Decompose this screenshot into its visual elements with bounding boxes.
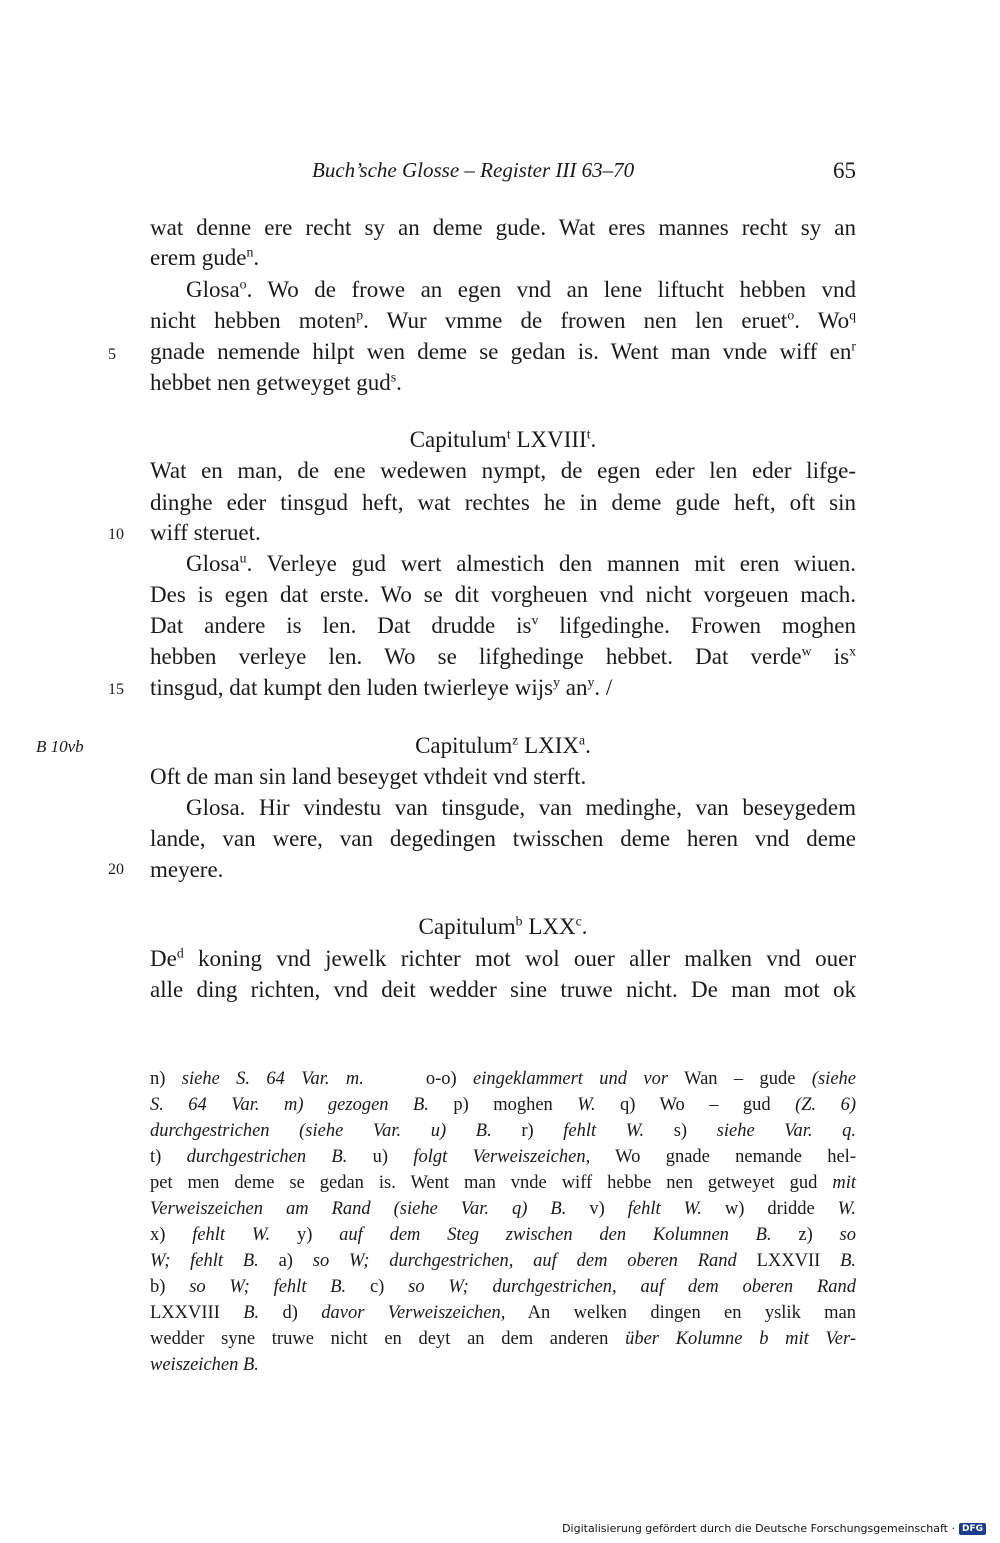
line-number-15: 15: [108, 681, 124, 698]
text-line: Glosa$^o$. Wo de frowe an egen vnd an lene liftucht hebben vnd: [186, 276, 856, 302]
footnote-line: Verweiszeichen am Rand (siehe Var. q) B. v) fehlt W. w) dridde W.: [150, 1199, 856, 1219]
text-line: Des is egen dat erste. Wo se dit vorgheuen vnd nicht vorgeuen mach.: [150, 582, 856, 607]
footnote-line: LXXVIII B. d) davor Verweiszeichen, An welken dingen en yslik man: [150, 1303, 857, 1323]
footnote-line: x) fehlt W. y) auf dem Steg zwischen den Kolumnen B. z) so: [150, 1225, 856, 1245]
running-title: Buch’sche Glosse – Register III 63–70: [312, 158, 635, 182]
footnote-line: pet men deme se gedan is. Went man vnde wiff hebbe nen getweyet gud mit: [150, 1173, 856, 1193]
text-line: Glosa. Hir vindestu van tinsgude, van medinghe, van beseygedem: [186, 795, 856, 820]
footnote-line: b) so W; fehlt B. c) so W; durchgestrichen, auf dem oberen Rand: [150, 1277, 856, 1297]
text-line: hebbet nen getweyget gud$^s$.: [150, 369, 402, 395]
text-line: meyere.: [150, 857, 224, 882]
text-line: dinghe eder tinsgud heft, wat rechtes he in deme gude heft, oft sin: [150, 490, 856, 515]
text-line: Dat andere is len. Dat drudde $is^v$ lifgedinghe. Frowen moghen: [150, 612, 856, 638]
line-number-20: 20: [108, 861, 124, 878]
text-line: Oft de man sin land beseyget vthdeit vnd sterft.: [150, 764, 587, 789]
digitization-credit-text: Digitalisierung gefördert durch die Deutsche Forschungsgemeinschaft ·: [562, 1522, 955, 1535]
footnote-line: S. 64 Var. m) gezogen B. p) moghen W. q) Wo – gud (Z. 6): [150, 1095, 856, 1115]
text-line: alle ding richten, vnd deit wedder sine truwe nicht. De man mot ok: [150, 977, 856, 1002]
footnote-line: durchgestrichen (siehe Var. u) B. r) fehlt W. s) siehe Var. q.: [150, 1121, 857, 1141]
page-number: 65: [833, 158, 856, 183]
chapter-heading: Capitulum$^t$ LXVIII$^t$.: [409, 426, 597, 452]
footnote-line: n) siehe S. 64 Var. m. o-o) eingeklammert und vor Wan – gude (siehe: [150, 1069, 856, 1089]
text-line: Wat en man, de ene wedewen nympt, de egen eder len eder lifge-: [150, 458, 856, 483]
line-number-5: 5: [108, 346, 116, 363]
chapter-heading: Capitulum$^z$ LXIX$^a$.: [415, 732, 591, 758]
chapter-heading: Capitulum$^b$ LXX$^c$.: [418, 913, 588, 939]
digitization-credit: [562, 1522, 986, 1535]
text-line: wiff steruet.: [150, 520, 261, 545]
footnote-line: wedder syne truwe nicht en deyt an dem anderen über Kolumne b mit Ver-: [150, 1329, 856, 1349]
margin-note-folio: B 10vb: [36, 737, 84, 756]
page-header: [150, 158, 856, 188]
footnote-line: weiszeichen B.: [150, 1355, 259, 1375]
footnote-line: t) durchgestrichen B. u) folgt Verweiszeichen, Wo gnade nemande hel-: [150, 1147, 856, 1167]
text-line: erem gude$^n$.: [150, 244, 260, 270]
text-line: hebben verleye len. Wo se lifghedinge hebbet. Dat verde$^w$ $is^x$: [150, 643, 857, 669]
text-line: lande, van were, van degedingen twisschen deme heren vnd deme: [150, 826, 856, 851]
text-line: gnade nemende hilpt wen deme se gedan is. Went man vnde wiff $en^r$: [150, 338, 856, 364]
text-line: tinsgud, dat kumpt den luden twierleye wijs$^y$ $an^y$. /: [150, 674, 613, 700]
dfg-logo: DFG: [959, 1523, 986, 1535]
text-line: Glosa$^u$. Verleye gud wert almestich den mannen mit eren wiuen.: [186, 550, 856, 576]
text-line: wat denne ere recht sy an deme gude. Wat eres mannes recht sy an: [150, 215, 856, 240]
text-line: nicht hebben moten$^p$. Wur vmme de frowen nen len eruet$^o$. Wo$^q$: [150, 307, 857, 333]
footnote-line: W; fehlt B. a) so W; durchgestrichen, auf dem oberen Rand LXXVII B.: [150, 1251, 857, 1271]
text-line: De$^d$ koning vnd jewelk richter mot wol ouer aller malken vnd ouer: [150, 945, 856, 971]
line-number-10: 10: [108, 526, 124, 543]
